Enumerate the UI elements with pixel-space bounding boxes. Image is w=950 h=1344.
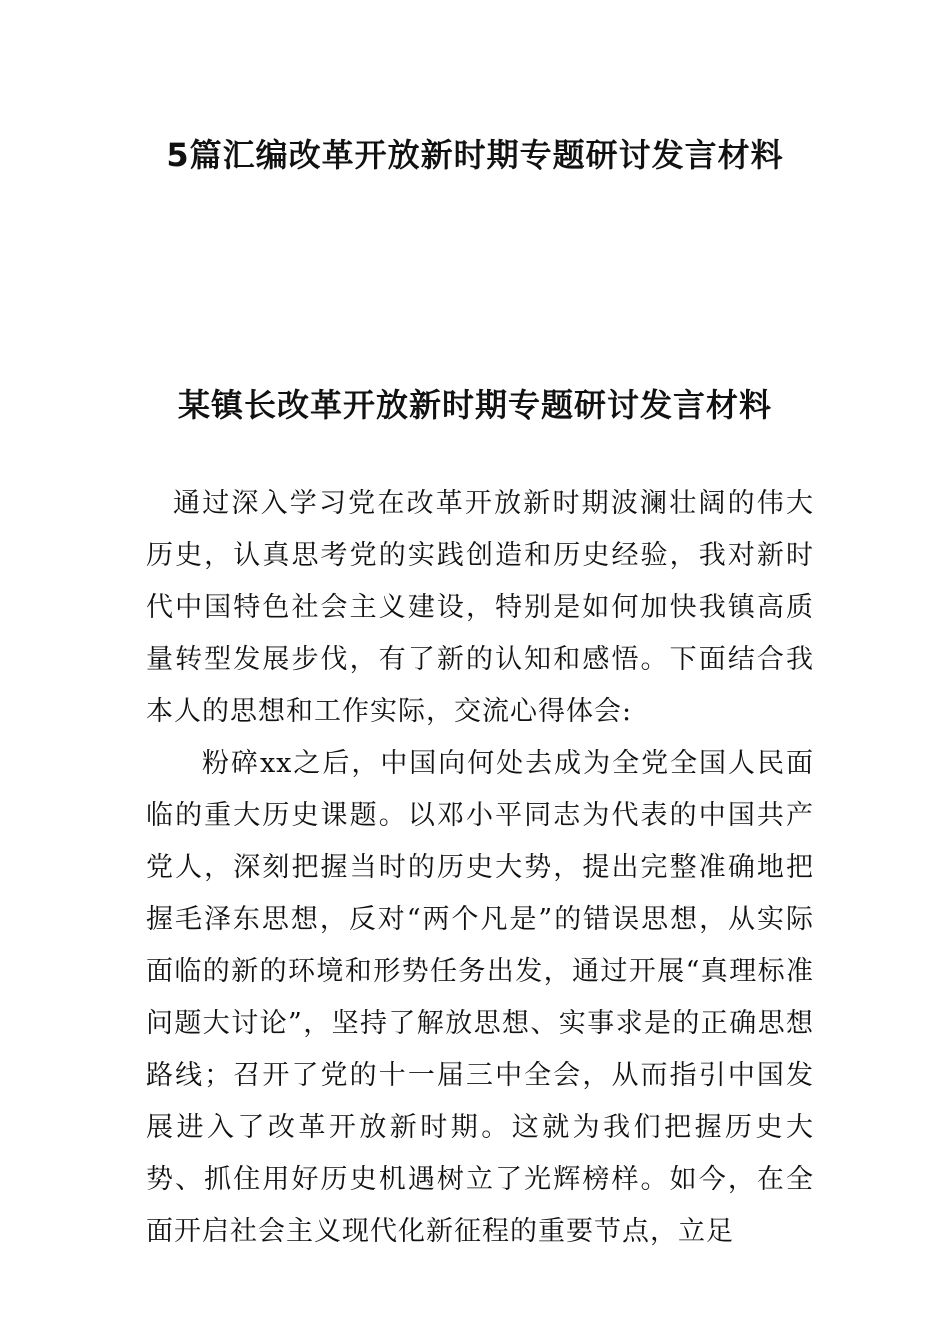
section-title: 某镇长改革开放新时期专题研讨发言材料: [177, 386, 772, 424]
document-title: 5篇汇编改革开放新时期专题研讨发言材料: [166, 136, 784, 174]
body-text: [146, 478, 814, 1258]
paragraph: 通过深入学习党在改革开放新时期波澜壮阔的伟大历史，认真思考党的实践创造和历史经验，我对新时代中国特色社会主义建设，特别是如何加快我镇高质量转型发展步伐，有了新的认知和感悟。下面结合我本人的思想和工作实际，交流心得体会:: [146, 488, 814, 727]
paragraph: 粉碎xx之后，中国向何处去成为全党全国人民面临的重大历史课题。以邓小平同志为代表的中国共产党人，深刻把握当时的历史大势，提出完整准确地把握毛泽东思想，反对“两个凡是”的错误思想，从实际面临的新的环境和形势任务出发，通过开展“真理标准问题大讨论”，坚持了解放思想、实事求是的正确思想路线；召开了党的十一届三中全会，从而指引中国发展进入了改革开放新时期。这就为我们把握历史大势、抓住用好历史机遇树立了光辉榜样。如今，在全面开启社会主义现代化新征程的重要节点，立足: [146, 748, 814, 1247]
